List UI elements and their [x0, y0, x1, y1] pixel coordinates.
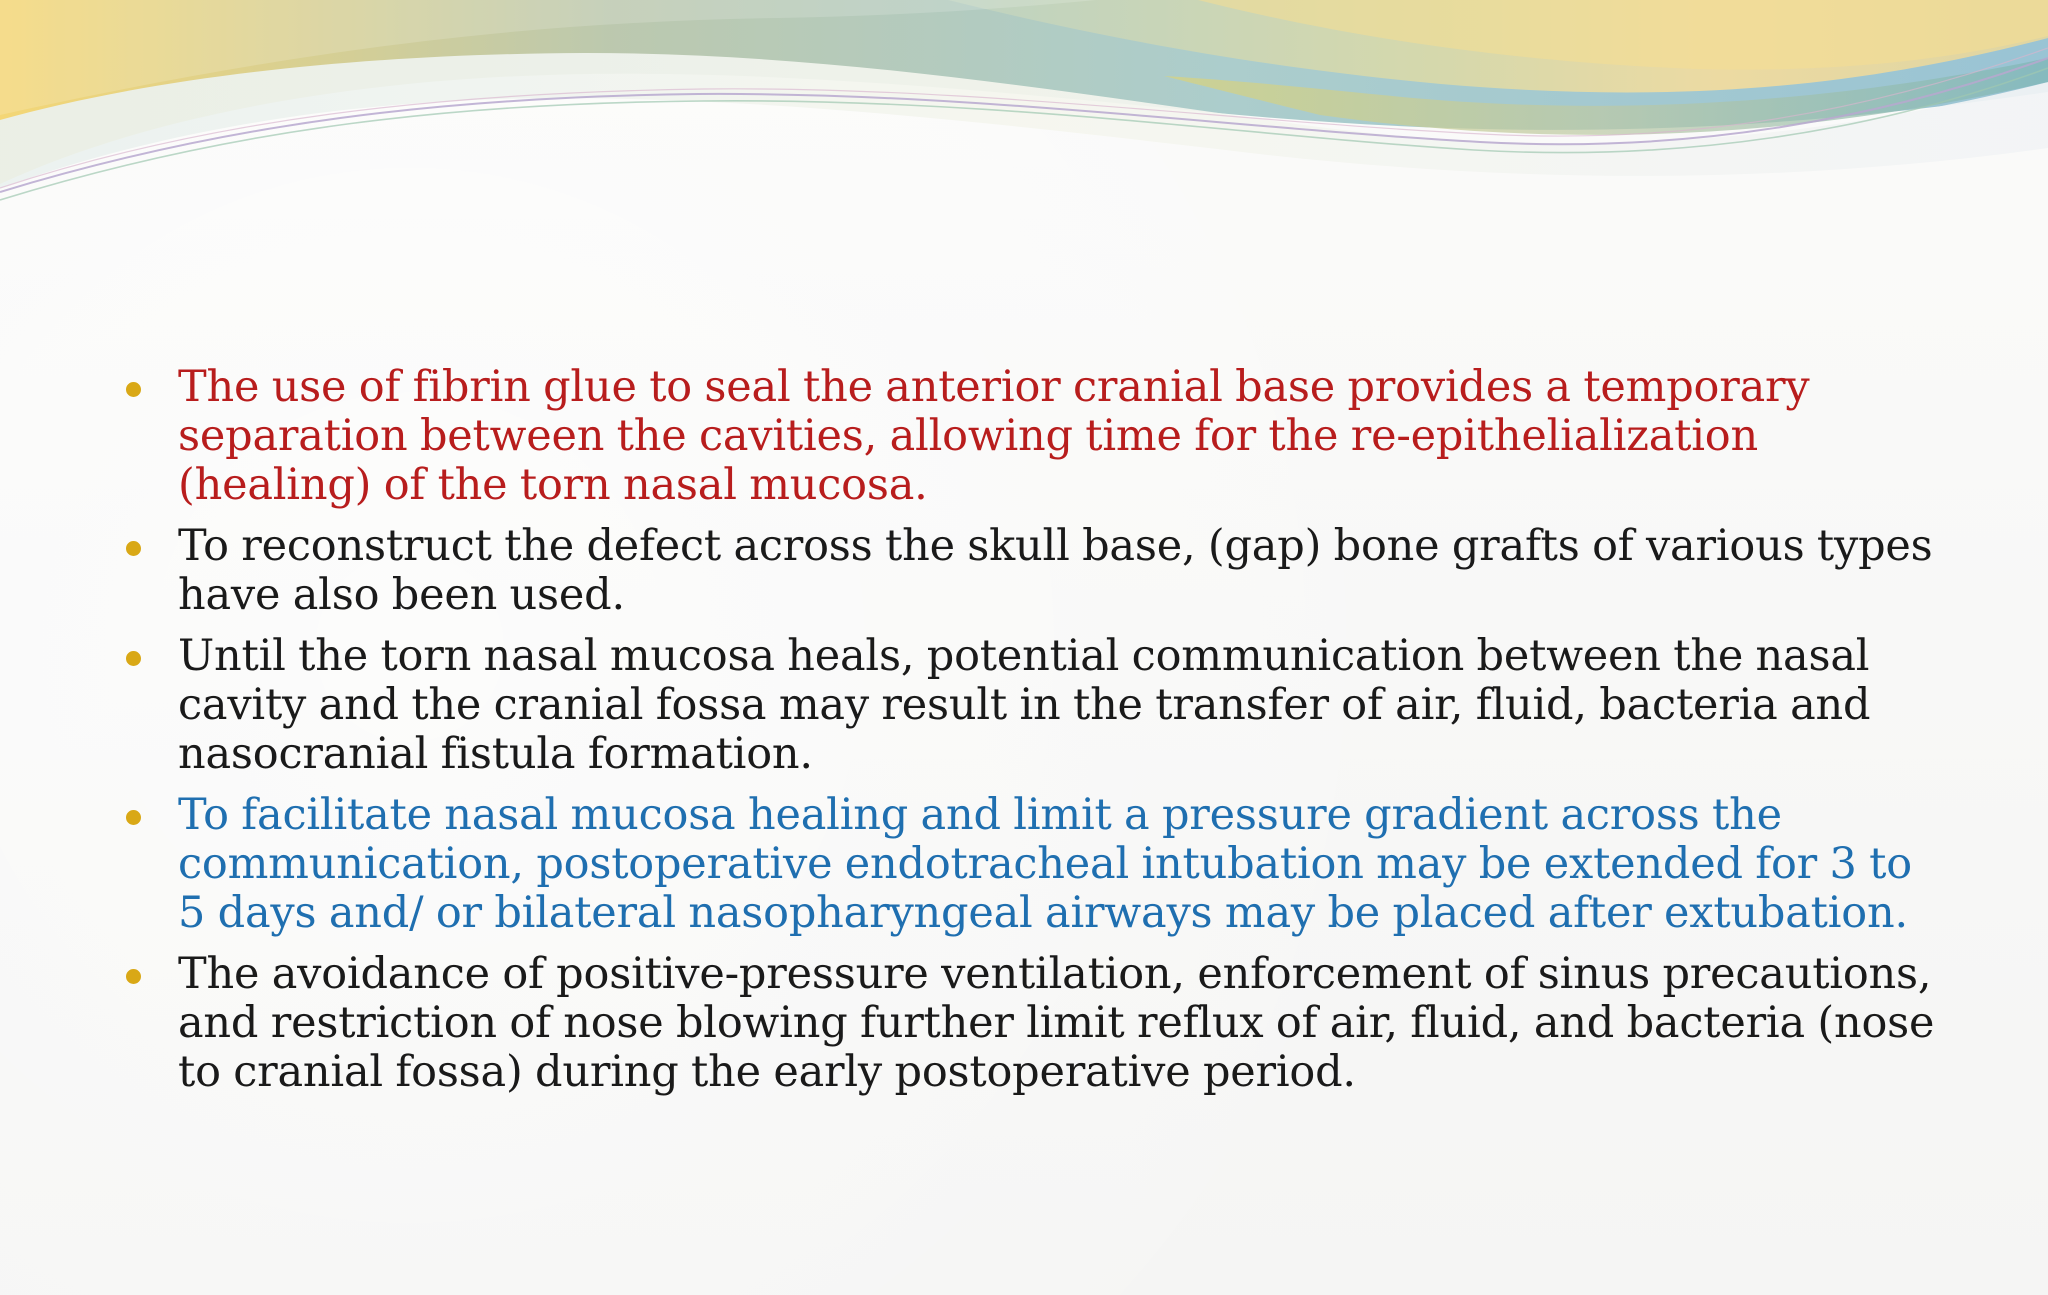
bullet-dot-icon [126, 969, 141, 984]
bullet-text: To facilitate nasal mucosa healing and limit a pressure gradient across the communication, postoperative endotracheal intubation may be extended for 3 to 5 days and/ or bilateral nasopharyngeal airways may be placed after extubation. [178, 790, 1912, 938]
bullet-list [120, 363, 1950, 1109]
bullet-dot-icon [126, 651, 141, 666]
bullet-dot-icon [126, 541, 141, 556]
bullet-item-3 [120, 632, 1950, 779]
bullet-dot-icon [126, 382, 141, 397]
bullet-text: The avoidance of positive-pressure ventilation, enforcement of sinus precautions, and restriction of nose blowing further limit reflux of air, fluid, and bacteria (nose to cranial fossa) during the early postoperative period. [178, 949, 1935, 1097]
bullet-item-4 [120, 791, 1950, 938]
bullet-dot-icon [126, 810, 141, 825]
header-wave-decoration [0, 0, 2048, 220]
bullet-item-1 [120, 363, 1950, 510]
bullet-text: To reconstruct the defect across the skull base, (gap) bone grafts of various types have also been used. [178, 521, 1933, 620]
bullet-item-2 [120, 522, 1950, 620]
bullet-text: Until the torn nasal mucosa heals, potential communication between the nasal cavity and the cranial fossa may result in the transfer of air, fluid, bacteria and nasocranial fistula formation. [178, 631, 1871, 779]
bullet-item-5 [120, 950, 1950, 1097]
bullet-text: The use of fibrin glue to seal the anterior cranial base provides a temporary separation between the cavities, allowing time for the re-epithelialization (healing) of the torn nasal mucosa. [178, 362, 1810, 510]
